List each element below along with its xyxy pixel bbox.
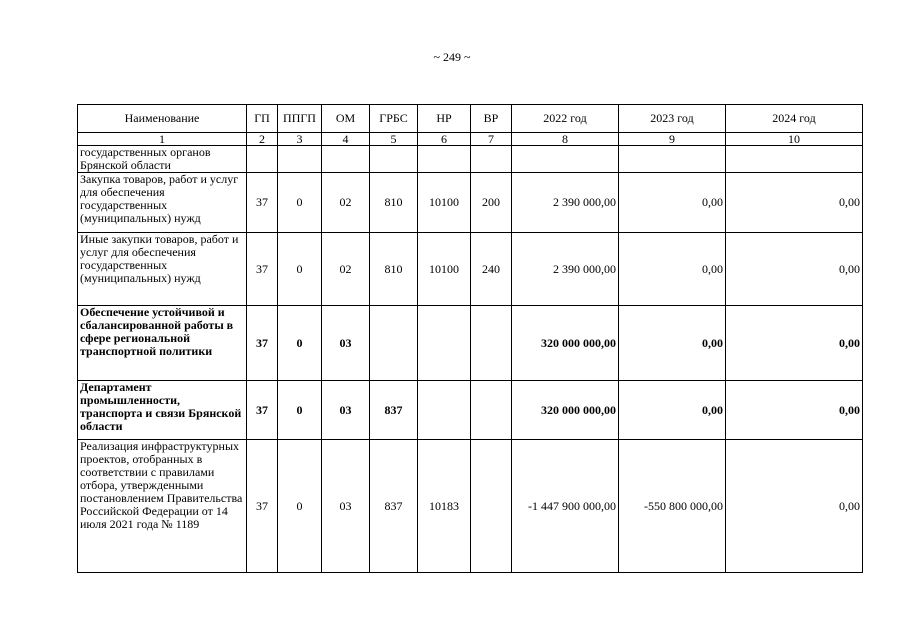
table-cell bbox=[471, 440, 512, 573]
header-cell: Наименование bbox=[78, 105, 247, 133]
table-cell: 03 bbox=[322, 440, 370, 573]
table-cell: 0,00 bbox=[619, 381, 726, 440]
table-cell bbox=[619, 146, 726, 173]
header-cell: ГРБС bbox=[370, 105, 418, 133]
table-cell: 810 bbox=[370, 233, 418, 306]
budget-table bbox=[77, 104, 863, 573]
table-cell: 320 000 000,00 bbox=[512, 381, 619, 440]
row-name-cell: государственных органов Брянской области bbox=[78, 146, 247, 173]
header-cell: 2023 год bbox=[619, 105, 726, 133]
table-cell bbox=[322, 146, 370, 173]
table-cell: 37 bbox=[247, 233, 278, 306]
table-cell: 37 bbox=[247, 306, 278, 381]
table-cell bbox=[418, 306, 471, 381]
table-cell: 0,00 bbox=[726, 233, 863, 306]
table-cell: 837 bbox=[370, 440, 418, 573]
table-cell: 02 bbox=[322, 233, 370, 306]
table-cell: -550 800 000,00 bbox=[619, 440, 726, 573]
table-cell: 810 bbox=[370, 173, 418, 233]
table-cell: 200 bbox=[471, 173, 512, 233]
row-name-cell: Закупка товаров, работ и услуг для обеспечения государственных (муниципальных) нужд bbox=[78, 173, 247, 233]
column-number-cell: 5 bbox=[370, 133, 418, 146]
table-cell: 0,00 bbox=[619, 233, 726, 306]
table-row bbox=[78, 146, 863, 173]
table-cell: 10100 bbox=[418, 173, 471, 233]
table-cell: 0,00 bbox=[726, 440, 863, 573]
table-row bbox=[78, 173, 863, 233]
table-cell: 0 bbox=[278, 440, 322, 573]
column-number-cell: 3 bbox=[278, 133, 322, 146]
table-cell: 837 bbox=[370, 381, 418, 440]
table-cell: 10183 bbox=[418, 440, 471, 573]
table-cell: 0,00 bbox=[619, 306, 726, 381]
header-cell: ГП bbox=[247, 105, 278, 133]
table-cell: 0 bbox=[278, 306, 322, 381]
table-row bbox=[78, 306, 863, 381]
table-cell bbox=[278, 146, 322, 173]
column-number-cell: 10 bbox=[726, 133, 863, 146]
table-cell: 0 bbox=[278, 173, 322, 233]
table-cell: 37 bbox=[247, 173, 278, 233]
table-cell bbox=[471, 146, 512, 173]
row-name-cell: Иные закупки товаров, работ и услуг для обеспечения государственных (муниципальных) нужд bbox=[78, 233, 247, 306]
table-cell: 0,00 bbox=[726, 306, 863, 381]
table-cell: 10100 bbox=[418, 233, 471, 306]
table-cell bbox=[370, 146, 418, 173]
table-cell bbox=[418, 381, 471, 440]
table-cell: 320 000 000,00 bbox=[512, 306, 619, 381]
row-name-cell: Реализация инфраструктурных проектов, отобранных в соответствии с правилами отбора, утвержденными постановлением Правительства Российской Федерации от 14 июля 2021 года № 1189 bbox=[78, 440, 247, 573]
table-cell bbox=[512, 146, 619, 173]
column-number-cell: 1 bbox=[78, 133, 247, 146]
header-cell: ВР bbox=[471, 105, 512, 133]
table-row bbox=[78, 381, 863, 440]
table-cell: 02 bbox=[322, 173, 370, 233]
header-cell: 2022 год bbox=[512, 105, 619, 133]
table-cell: 0,00 bbox=[619, 173, 726, 233]
table-cell bbox=[418, 146, 471, 173]
column-number-cell: 2 bbox=[247, 133, 278, 146]
row-name-cell: Обеспечение устойчивой и сбалансированной работы в сфере региональной транспортной политики bbox=[78, 306, 247, 381]
table-body bbox=[78, 146, 863, 573]
table-cell bbox=[471, 306, 512, 381]
table-cell bbox=[247, 146, 278, 173]
table-cell: 0,00 bbox=[726, 173, 863, 233]
table-cell: 03 bbox=[322, 306, 370, 381]
column-number-cell: 8 bbox=[512, 133, 619, 146]
table-cell bbox=[370, 306, 418, 381]
column-number-cell: 9 bbox=[619, 133, 726, 146]
table-cell: 0 bbox=[278, 381, 322, 440]
table-cell: 2 390 000,00 bbox=[512, 233, 619, 306]
table-cell: -1 447 900 000,00 bbox=[512, 440, 619, 573]
column-number-cell: 4 bbox=[322, 133, 370, 146]
page-number: ~ 249 ~ bbox=[433, 50, 471, 64]
table-cell: 0,00 bbox=[726, 381, 863, 440]
table-cell bbox=[726, 146, 863, 173]
table-cell: 37 bbox=[247, 381, 278, 440]
column-number-cell: 7 bbox=[471, 133, 512, 146]
table-cell: 2 390 000,00 bbox=[512, 173, 619, 233]
row-name-cell: Департамент промышленности, транспорта и связи Брянской области bbox=[78, 381, 247, 440]
table-row bbox=[78, 440, 863, 573]
header-cell: 2024 год bbox=[726, 105, 863, 133]
header-cell: ППГП bbox=[278, 105, 322, 133]
table-cell bbox=[471, 381, 512, 440]
header-cell: НР bbox=[418, 105, 471, 133]
table-cell: 0 bbox=[278, 233, 322, 306]
table-row bbox=[78, 233, 863, 306]
column-number-row bbox=[78, 133, 863, 146]
table-cell: 240 bbox=[471, 233, 512, 306]
table-cell: 03 bbox=[322, 381, 370, 440]
table-cell: 37 bbox=[247, 440, 278, 573]
column-number-cell: 6 bbox=[418, 133, 471, 146]
header-cell: ОМ bbox=[322, 105, 370, 133]
table-header-row bbox=[78, 105, 863, 133]
